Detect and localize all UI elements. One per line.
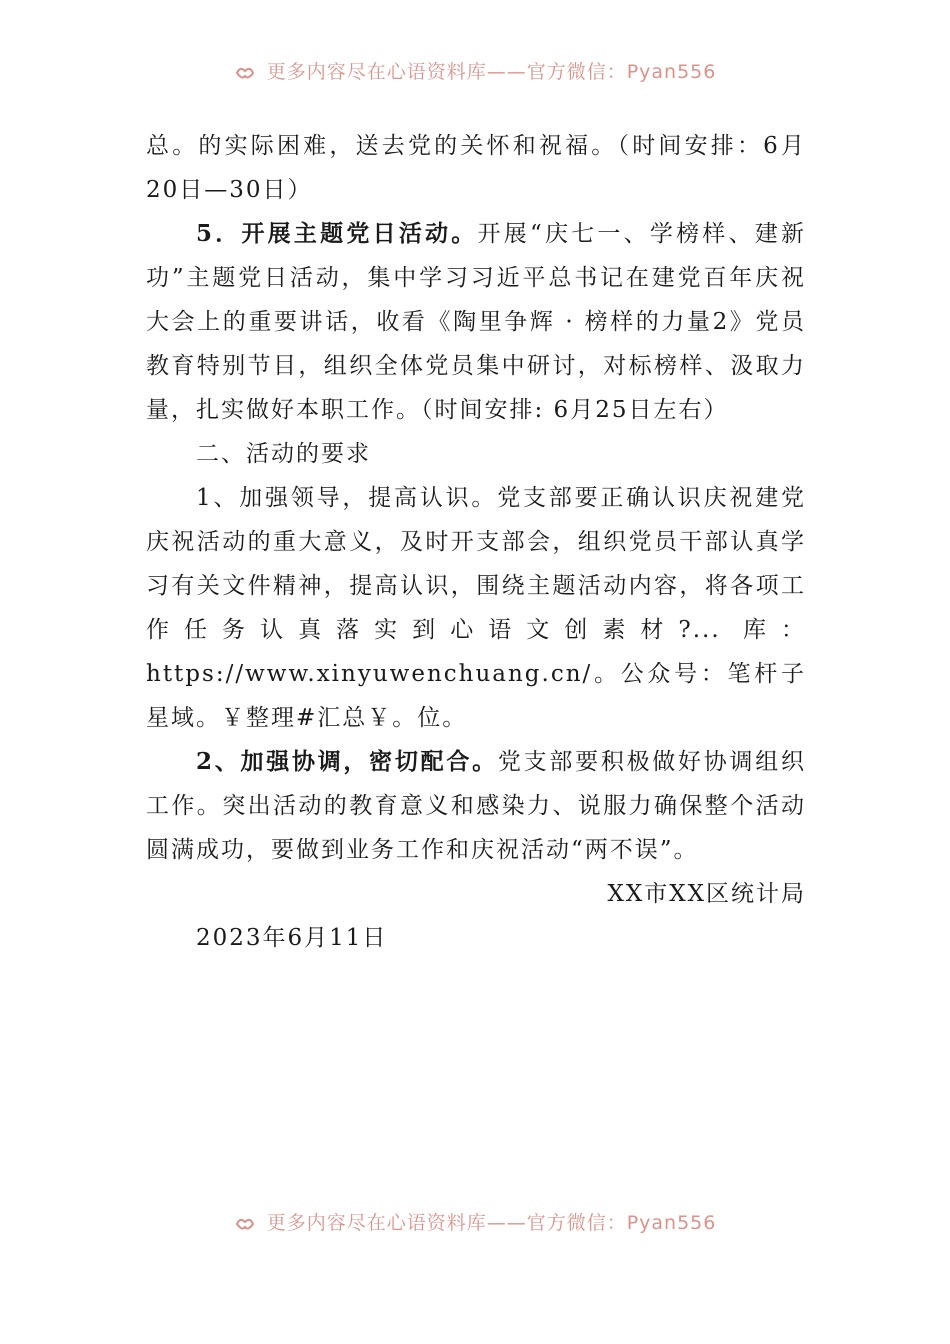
item-5-heading: 5．开展主题党日活动。: [196, 220, 478, 247]
requirement-2-heading: 2、加强协调，密切配合。: [196, 748, 498, 775]
document-date: 2023年6月11日: [196, 925, 388, 951]
item-5-body: 开展“庆七一、学榜样、建新功”主题党日活动，集中学习习近平总书记在建党百年庆祝大会上的重要讲话，收看《陶里争辉 · 榜样的力量2》党员教育特别节目，组织全体党员集中研讨，对标榜样、汲取力量，扎实做好本职工作。（时间安排: 6月25日左右）: [146, 221, 806, 423]
logo-icon: [234, 64, 256, 82]
footer-watermark: [0, 1208, 950, 1234]
watermark-text: 更多内容尽在心语资料库——官方微信：Pyan556: [266, 61, 717, 83]
document-body: [146, 124, 806, 960]
watermark-text: 更多内容尽在心语资料库——官方微信：Pyan556: [266, 1212, 717, 1234]
paragraph-requirement-1: 1、加强领导，提高认识。党支部要正确认识庆祝建党庆祝活动的重大意义，及时开支部会，组织党员干部认真学习有关文件精神，提高认识，围绕主题活动内容，将各项工作任务认真落实到心语文创素材?... 库：https://www.xinyuwenchuang.cn/。公众号：笔杆子星域。￥整理#汇总￥。位。: [146, 485, 806, 731]
signature: XX市XX区统计局: [607, 881, 806, 907]
paragraph-item-5: [146, 212, 806, 432]
requirement-2-body: 党支部要积极做好协调组织工作。突出活动的教育意义和感染力、说服力确保整个活动圆满成功，要做到业务工作和庆祝活动“两不误”。: [146, 749, 806, 863]
header-watermark: [0, 57, 950, 83]
paragraph-requirement-2: [146, 740, 806, 872]
logo-icon: [234, 1215, 256, 1233]
section-heading-requirements: 二、活动的要求: [196, 441, 371, 467]
paragraph-continuation: 总。的实际困难，送去党的关怀和祝福。（时间安排：6月20日—30日）: [146, 133, 806, 203]
